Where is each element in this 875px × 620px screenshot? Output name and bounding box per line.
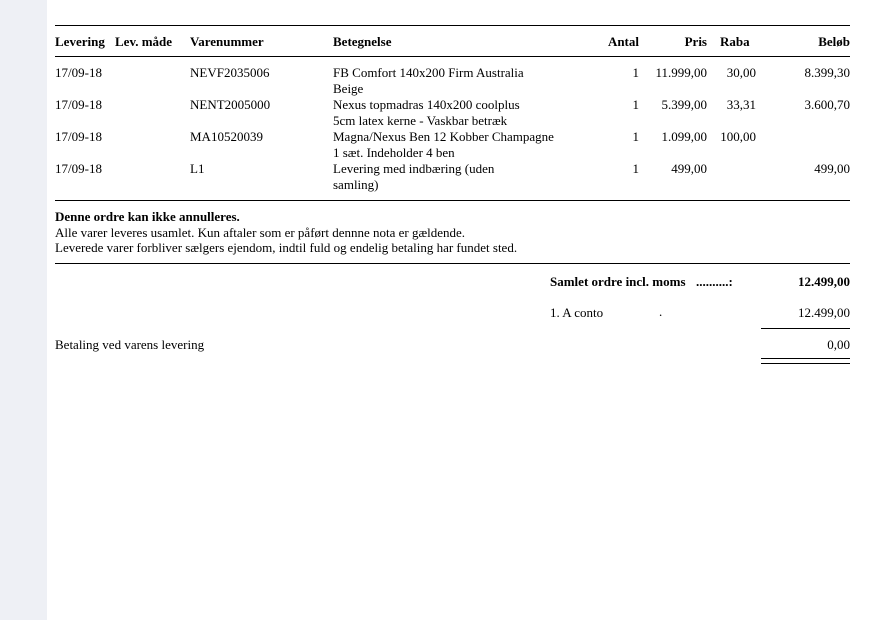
row-varenummer: MA10520039	[190, 129, 263, 144]
row-beloeb: 8.399,30	[804, 65, 850, 80]
samlet-label: Samlet ordre incl. moms	[550, 274, 686, 289]
row-pris: 11.999,00	[655, 65, 707, 80]
samlet-dots: ..........:	[696, 274, 733, 289]
row-betegnelse-line1: FB Comfort 140x200 Firm Australia	[333, 65, 524, 80]
row-betegnelse-line1: Magna/Nexus Ben 12 Kobber Champagne	[333, 129, 554, 144]
row-beloeb: 3.600,70	[804, 97, 850, 112]
header-varenummer: Varenummer	[190, 34, 264, 49]
row-pris: 1.099,00	[661, 129, 707, 144]
samlet-value: 12.499,00	[798, 274, 850, 289]
header-lev-maade: Lev. måde	[115, 34, 173, 49]
header-betegnelse: Betegnelse	[333, 34, 392, 49]
row-varenummer: NENT2005000	[190, 97, 271, 112]
row-antal: 1	[632, 129, 639, 144]
row-raba: 30,00	[726, 65, 756, 80]
header-levering: Levering	[55, 34, 105, 49]
viewer-margin	[0, 0, 47, 620]
row-antal: 1	[632, 97, 639, 112]
row-pris: 5.399,00	[661, 97, 707, 112]
row-varenummer: NEVF2035006	[190, 65, 270, 80]
aconto-value: 12.499,00	[798, 305, 850, 320]
betaling-label: Betaling ved varens levering	[55, 337, 205, 352]
notes-line2: Leverede varer forbliver sælgers ejendom, indtil fuld og endelig betaling har fundet sted.	[55, 240, 518, 255]
table-top-rule	[55, 25, 850, 26]
row-betegnelse-line2: samling)	[333, 177, 379, 192]
aconto-dot: .	[659, 304, 663, 319]
row-raba: 33,31	[726, 97, 756, 112]
row-levering: 17/09-18	[55, 65, 102, 80]
row-varenummer: L1	[190, 161, 205, 176]
row-antal: 1	[632, 65, 639, 80]
table-bottom-rule	[55, 200, 850, 201]
header-beloeb: Beløb	[818, 34, 850, 49]
row-raba: 100,00	[720, 129, 756, 144]
header-raba: Raba	[720, 34, 750, 49]
row-pris: 499,00	[671, 161, 707, 176]
notes-line1: Alle varer leveres usamlet. Kun aftaler som er påført dennne nota er gældende.	[55, 225, 466, 240]
header-rule	[55, 56, 850, 57]
row-betegnelse-line2: Beige	[333, 81, 364, 96]
betaling-value: 0,00	[827, 337, 850, 352]
notes-title: Denne ordre kan ikke annulleres.	[55, 209, 240, 224]
header-pris: Pris	[684, 34, 707, 49]
row-betegnelse-line1: Levering med indbæring (uden	[333, 161, 495, 176]
row-betegnelse-line2: 1 sæt. Indeholder 4 ben	[333, 145, 455, 160]
row-betegnelse-line2: 5cm latex kerne - Vaskbar betræk	[333, 113, 508, 128]
total-double-rule	[761, 358, 850, 364]
row-levering: 17/09-18	[55, 97, 102, 112]
aconto-rule	[761, 328, 850, 329]
notes-rule	[55, 263, 850, 264]
row-betegnelse-line1: Nexus topmadras 140x200 coolplus	[333, 97, 520, 112]
row-levering: 17/09-18	[55, 129, 102, 144]
row-levering: 17/09-18	[55, 161, 102, 176]
row-antal: 1	[632, 161, 639, 176]
header-antal: Antal	[607, 34, 639, 49]
invoice-page	[47, 0, 875, 620]
row-beloeb: 499,00	[814, 161, 850, 176]
aconto-label: 1. A conto	[550, 305, 604, 320]
